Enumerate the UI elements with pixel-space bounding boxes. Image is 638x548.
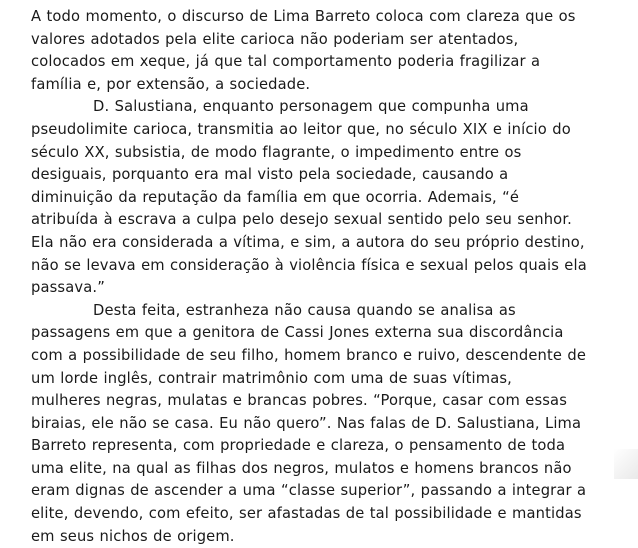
text-line-paragraph-start: D. Salustiana, enquanto personagem que compunha uma — [93, 98, 529, 116]
text-line: elite, devendo, com efeito, ser afastadas de tal possibilidade e mantidas — [31, 505, 582, 523]
text-line: uma elite, na qual as filhas dos negros, mulatos e homens brancos não — [31, 459, 572, 477]
text-line: desiguais, porquanto era mal visto pela sociedade, causando a — [31, 166, 509, 184]
text-line: valores adotados pela elite carioca não poderiam ser atentados, — [31, 30, 519, 48]
text-line: não se levava em consideração à violência física e sexual pelos quais ela — [31, 256, 587, 274]
text-line: família e, por extensão, a sociedade. — [31, 75, 311, 93]
text-line: biraias, ele não se casa. Eu não quero”. Nas falas de D. Salustiana, Lima — [31, 414, 582, 432]
text-line: A todo momento, o discurso de Lima Barreto coloca com clareza que os — [31, 8, 576, 25]
text-line: em seus nichos de origem. — [31, 527, 235, 545]
text-line: pseudolimite carioca, transmitia ao leitor que, no século XIX e início do — [31, 120, 571, 138]
text-line: colocados em xeque, já que tal comportamento poderia fragilizar a — [31, 53, 541, 71]
text-line: Barreto representa, com propriedade e clareza, o pensamento de toda — [31, 437, 566, 455]
body-text — [31, 6, 619, 548]
text-line: diminuição da reputação da família em que ocorria. Ademais, “é — [31, 188, 520, 206]
text-line: Ela não era considerada a vítima, e sim, a autora do seu próprio destino, — [31, 233, 585, 251]
text-line: eram dignas de ascender a uma “classe superior”, passando a integrar a — [31, 482, 587, 500]
text-line: passagens em que a genitora de Cassi Jones externa sua discordância — [31, 324, 564, 342]
text-line: com a possibilidade de seu filho, homem branco e ruivo, descendente de — [31, 346, 587, 364]
text-line-paragraph-start: Desta feita, estranheza não causa quando se analisa as — [93, 301, 516, 319]
text-line: passava.” — [31, 279, 105, 297]
text-line: um lorde inglês, contrair matrimônio com uma de suas vítimas, — [31, 369, 512, 387]
text-line: mulheres negras, mulatas e brancas pobres. “Porque, casar com essas — [31, 392, 568, 410]
text-line: atribuída à escrava a culpa pelo desejo sexual sentido pelo seu senhor. — [31, 211, 572, 229]
text-line: século XX, subsistia, de modo flagrante, o impedimento entre os — [31, 143, 522, 161]
